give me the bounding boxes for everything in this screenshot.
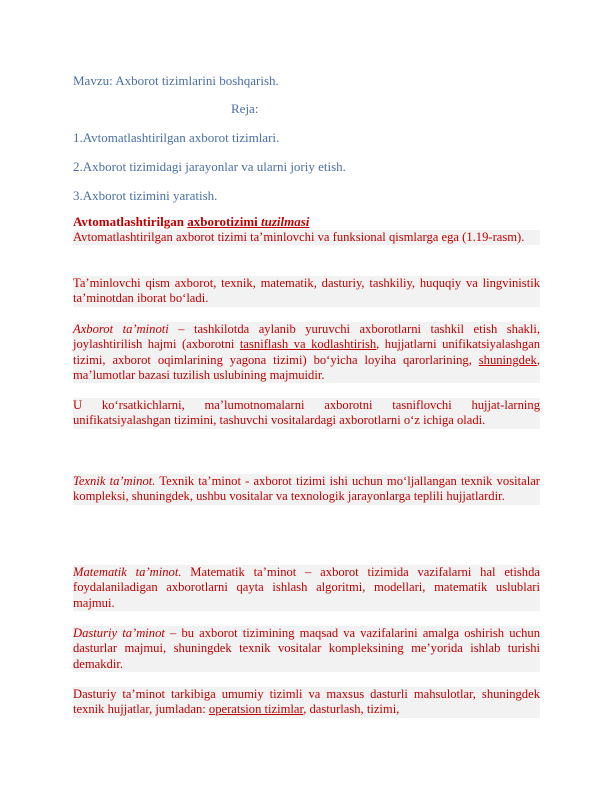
p8-text-2: , dasturlash, tizimi,: [303, 702, 400, 717]
paragraph-7: [73, 626, 540, 672]
plan-item-2: 2.Axborot tizimidagi jarayonlar va ularni joriy etish.: [73, 159, 346, 174]
link-operatsion[interactable]: operatsion tizimlar: [208, 702, 304, 717]
p3-text-3: , ma’lumotlar bazasi tuzilish uslubining majmuidir.: [73, 352, 540, 382]
term-matematik: Matematik ta’minot.: [73, 565, 182, 579]
term-texnik: Texnik ta’minot.: [73, 474, 156, 488]
paragraph-1: Avtomatlashtirilgan axborot tizimi ta’minlovchi va funksional qismlarga ega (1.19-rasm).: [73, 230, 540, 245]
term-dasturiy: Dasturiy ta’minot: [73, 626, 165, 640]
plan-label: Reja:: [231, 101, 259, 116]
topic-line: Mavzu: Axborot tizimlarini boshqarish.: [73, 73, 279, 88]
heading-link[interactable]: axborotizimi: [187, 214, 262, 229]
p3-text-1: – tashkilotda aylanib yuruvchi axborotlarni tashkil etish shakli, joylashtirilish hajmi (axborotni: [73, 322, 540, 352]
paragraph-3: [73, 322, 540, 383]
section-heading: [73, 214, 309, 230]
paragraph-8: [73, 687, 540, 718]
p7-text: – bu axborot tizimining maqsad va vazifalarini amalga oshirish uchun dasturlar majmui, shuningdek texnik vositalar kompleksining me’yorida ishlab turishi demakdir.: [73, 626, 540, 671]
plan-item-1: 1.Avtomatlashtirilgan axborot tizimlari.: [73, 130, 280, 145]
term-axborot: Axborot ta’minoti: [73, 322, 169, 336]
link-tasniflash[interactable]: tasniflash va kodlashtirish: [239, 337, 377, 352]
p3-text-2: , hujjatlarni unifikatsiyalashgan tizimi, axborot oqimlarining yagona tizimi) bo‘yicha loyiha qarorlarining,: [73, 337, 540, 367]
p5-text: Texnik ta’minot - axborot tizimi ishi uchun mo‘ljallangan texnik vositalar kompleksi, shuningdek, ushbu vositalar va texnologik jarayonlarga teplili hujjatlardir.: [73, 474, 540, 504]
heading-part-1: Avtomatlashtirilgan: [73, 214, 188, 229]
heading-part-3: tuzilmasi: [261, 214, 310, 229]
plan-item-3: 3.Axborot tizimini yaratish.: [73, 188, 218, 203]
paragraph-6: [73, 565, 540, 611]
paragraph-4: U ko‘rsatkichlarni, ma’lumotnomalarni axborotni tasniflovchi hujjat-larning unifikatsiyalashgan tizimini, tashuvchi vositalardagi axborotlarni o‘z ichiga oladi.: [73, 398, 540, 428]
p6-text: Matematik ta’minot – axborot tizimida vazifalarni hal etishda foydalaniladigan axborotlarni qayta ishlash algoritmi, modellari, matematik uslublari majmui.: [73, 565, 540, 610]
p8-text-1: Dasturiy ta’minot tarkibiga umumiy tizimli va maxsus dasturli mahsulotlar, shuningdek texnik hujjatlar, jumladan:: [73, 687, 540, 717]
link-shuningdek[interactable]: shuningdek: [478, 352, 537, 367]
paragraph-2: Ta’minlovchi qism axborot, texnik, matematik, dasturiy, tashkiliy, huquqiy va lingvinistik ta’minotdan iborat bo‘ladi.: [73, 276, 540, 306]
paragraph-5: [73, 474, 540, 505]
